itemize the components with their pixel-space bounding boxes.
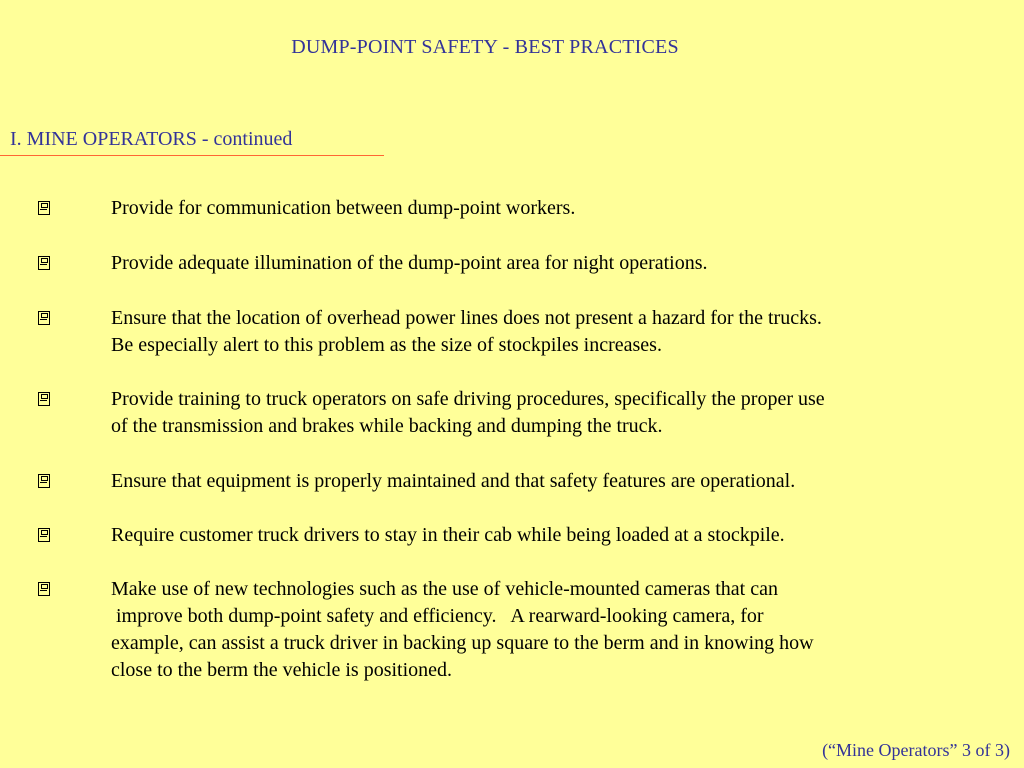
- list-item-text: [111, 195, 1001, 222]
- diskette-icon: [38, 201, 50, 215]
- list-item-line: close to the berm the vehicle is positioned.: [111, 659, 453, 681]
- list-item-line: Provide for communication between dump-point workers.: [111, 197, 576, 219]
- list-item-line: Be especially alert to this problem as the size of stockpiles increases.: [111, 334, 662, 356]
- list-item-text: [111, 305, 1001, 359]
- list-item-text: [111, 386, 1001, 440]
- section-heading: I. MINE OPERATORS - continued: [10, 128, 293, 150]
- list-item-text: [111, 250, 1001, 277]
- diskette-icon: [38, 474, 50, 488]
- list-item-line: Make use of new technologies such as the use of vehicle-mounted cameras that can: [111, 578, 778, 600]
- list-item-line: improve both dump-point safety and efficiency. A rearward-looking camera, for: [111, 605, 764, 627]
- list-item-text: [111, 522, 1001, 549]
- list-item-line: Require customer truck drivers to stay in their cab while being loaded at a stockpile.: [111, 524, 785, 546]
- slide-footer: (“Mine Operators” 3 of 3): [822, 740, 1010, 760]
- list-item-text: [111, 576, 1001, 684]
- list-item-line: example, can assist a truck driver in backing up square to the berm and in knowing how: [111, 632, 814, 654]
- diskette-icon: [38, 392, 50, 406]
- list-item-line: Ensure that equipment is properly maintained and that safety features are operational.: [111, 470, 796, 492]
- diskette-icon: [38, 311, 50, 325]
- list-item-line: of the transmission and brakes while backing and dumping the truck.: [111, 415, 663, 437]
- page-title: DUMP-POINT SAFETY - BEST PRACTICES: [291, 36, 679, 58]
- section-divider: [0, 155, 384, 156]
- diskette-icon: [38, 582, 50, 596]
- list-item-line: Ensure that the location of overhead power lines does not present a hazard for the trucks.: [111, 307, 822, 329]
- list-item-line: Provide training to truck operators on safe driving procedures, specifically the proper use: [111, 388, 825, 410]
- list-item-line: Provide adequate illumination of the dump-point area for night operations.: [111, 252, 708, 274]
- diskette-icon: [38, 256, 50, 270]
- diskette-icon: [38, 528, 50, 542]
- list-item-text: [111, 468, 1001, 495]
